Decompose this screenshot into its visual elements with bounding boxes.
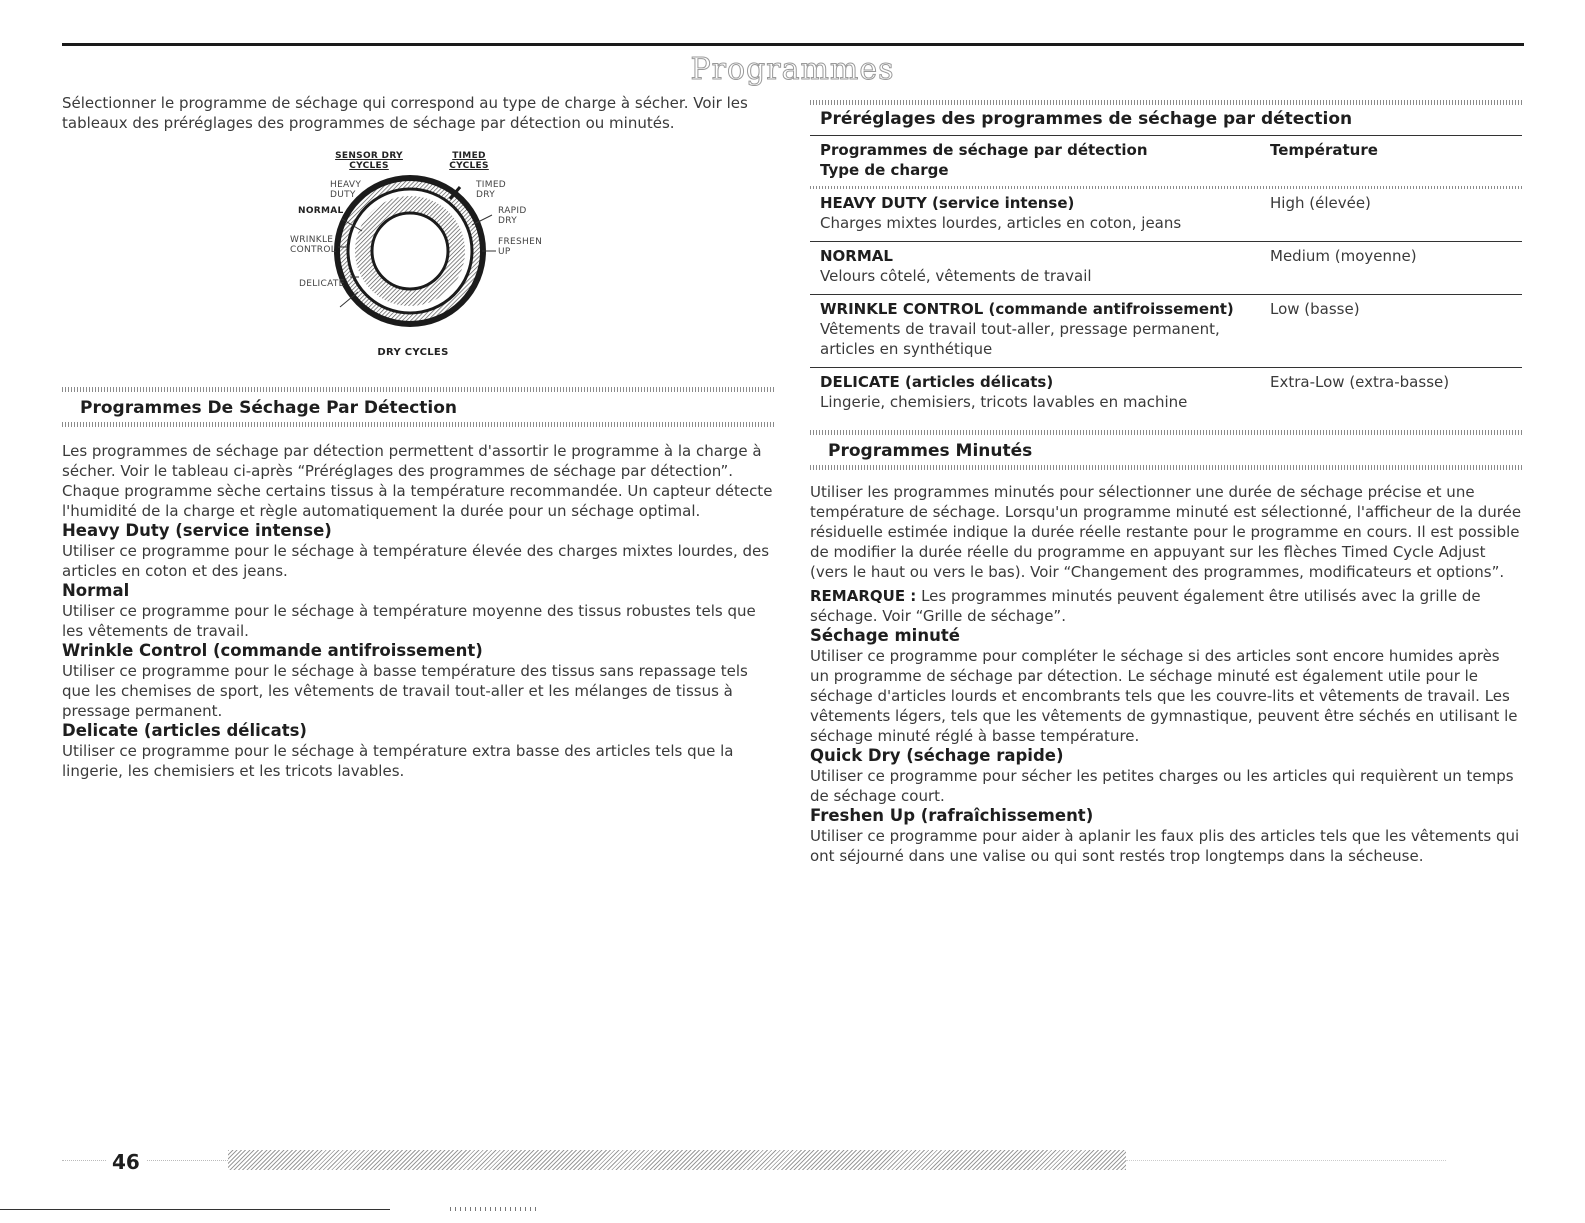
section-divider [810,465,1522,470]
table-row [810,295,1522,368]
dial-label-sensor-dry-cycles: SENSOR DRY CYCLES [335,151,403,171]
row-desc: Velours côtelé, vêtements de travail [820,267,1092,285]
presets-table [810,136,1522,420]
cycle-body-normal: Utiliser ce programme pour le séchage à température moyenne des tissus robustes tels que les vêtements de travail. [62,602,756,640]
row-temp: High (élevée) [1270,194,1371,212]
cycle-body-quick-dry: Utiliser ce programme pour sécher les petites charges ou les articles qui requièrent un temps de séchage court. [810,767,1514,805]
dial-label-timed-dry: TIMED DRY [476,180,507,200]
cycle-heading-freshen-up: Freshen Up (rafraîchissement) [810,806,1094,825]
dial-label-timed-cycles: TIMED CYCLES [449,151,489,171]
dial-label-freshen-up: FRESHEN UP [498,237,543,257]
dial-label-rapid-dry: RAPID DRY [498,206,527,226]
footer-hatch-band [228,1150,1126,1170]
right-column [810,100,1522,866]
row-name: NORMAL [820,247,893,265]
cycle-heading-quick-dry: Quick Dry (séchage rapide) [810,746,1064,765]
cycle-heading-delicate: Delicate (articles délicats) [62,721,307,740]
dial-label-delicate: DELICATE [299,279,345,289]
top-rule [62,43,1524,46]
dial-label-heavy-duty: HEAVY DUTY [330,180,362,200]
row-temp: Low (basse) [1270,295,1522,368]
row-name: DELICATE (articles délicats) [820,373,1054,391]
sensor-section-header [62,392,774,422]
footer-dotted-rule [1126,1160,1446,1161]
dial-label-normal: NORMAL [298,206,344,216]
presets-heading: Préréglages des programmes de séchage par détection [810,105,1522,136]
dial-knob-illustration [62,147,774,379]
page-title: Programmes [690,52,895,87]
intro-paragraph: Sélectionner le programme de séchage qui correspond au type de charge à sécher. Voir les tableaux des préréglages des programmes de séchage par détection ou minutés. [62,94,748,132]
table-header-cell [810,136,1270,186]
timed-note [810,586,1522,626]
table-row [810,242,1522,295]
dial-caption: DRY CYCLES [377,347,449,358]
sensor-section-heading: Programmes De Séchage Par Détection [80,398,458,418]
cycle-body-sechage-minute: Utiliser ce programme pour compléter le séchage si des articles sont encore humides après un programme de séchage par détection. Le séchage minuté est également utile pour le séchage d'articles lourds et encombrants tels que les couvre-lits et vêtements de travail. Les vêtements légers, tels que les vêtements de gymnastique, peuvent être séchés en utilisant le séchage minuté réglé à basse température. [810,647,1518,745]
row-desc: Vêtements de travail tout-aller, pressage permanent, articles en synthétique [820,320,1220,358]
timed-section-body: Utiliser les programmes minutés pour sélectionner une durée de séchage précise et une température de séchage. Lorsqu'un programme minuté est sélectionné, l'afficheur de la durée résiduelle estimée indique la durée réelle restante pour le programme en cours. Il est possible de modifier la durée réelle du programme en appuyant sur les flèches Timed Cycle Adjust (vers le haut ou vers le bas). Voir “Changement des programmes, modificateurs et options”. [810,483,1522,581]
cycle-body-wrinkle-control: Utiliser ce programme pour le séchage à basse température des tissus sans repassage tels que les chemises de sport, les vêtements de travail tout-aller et les mélanges de tissus à pressage permanent. [62,662,748,720]
header-programmes: Programmes de séchage par détection [820,141,1148,159]
page-number: 46 [106,1150,146,1174]
cycle-heading-normal: Normal [62,581,130,600]
dial-label-wrinkle-control: WRINKLE CONTROL [290,235,337,255]
cycle-heading-heavy-duty: Heavy Duty (service intense) [62,521,332,540]
header-temperature: Température [1270,141,1378,159]
row-desc: Lingerie, chemisiers, tricots lavables en machine [820,393,1188,411]
note-label: REMARQUE : [810,587,917,605]
cycle-body-heavy-duty: Utiliser ce programme pour le séchage à température élevée des charges mixtes lourdes, des articles en coton et des jeans. [62,542,770,580]
left-column [62,93,774,781]
table-row [810,189,1522,242]
header-type-de-charge: Type de charge [820,161,949,179]
cycle-heading-wrinkle-control: Wrinkle Control (commande antifroissement) [62,641,483,660]
row-temp: Medium (moyenne) [1270,242,1522,295]
row-desc: Charges mixtes lourdes, articles en coton, jeans [820,214,1182,232]
row-name: WRINKLE CONTROL (commande antifroissement) [820,300,1234,318]
table-header-row [810,136,1522,186]
cycle-body-freshen-up: Utiliser ce programme pour aider à aplanir les faux plis des articles tels que les vêtements qui ont séjourné dans une valise ou qui sont restés trop longtemps dans la sécheuse. [810,827,1520,865]
note-text: Les programmes minutés peuvent également être utilisés avec la grille de séchage. Voir “Grille de séchage”. [810,587,1481,625]
cycle-body-delicate: Utiliser ce programme pour le séchage à température extra basse des articles tels que la lingerie, les chemisiers et les tricots lavables. [62,742,734,780]
timed-section-heading: Programmes Minutés [828,441,1033,461]
footer-rule [0,1209,390,1210]
dry-cycles-dial [62,147,774,379]
row-name: HEAVY DUTY (service intense) [820,194,1075,212]
sensor-section-body: Les programmes de séchage par détection permettent d'assortir le programme à la charge à sécher. Voir le tableau ci-après “Préréglages des programmes de séchage par détection”. Chaque programme sèche certains tissus à la température recommandée. Un capteur détecte l'humidité de la charge et règle automatiquement la durée pour un séchage optimal. [62,442,773,520]
section-divider [62,422,774,427]
row-temp: Extra-Low (extra-basse) [1270,368,1522,421]
timed-section-header [810,435,1522,465]
table-row [810,368,1522,421]
cycle-heading-sechage-minute: Séchage minuté [810,626,960,645]
footer-ticks [450,1207,540,1211]
